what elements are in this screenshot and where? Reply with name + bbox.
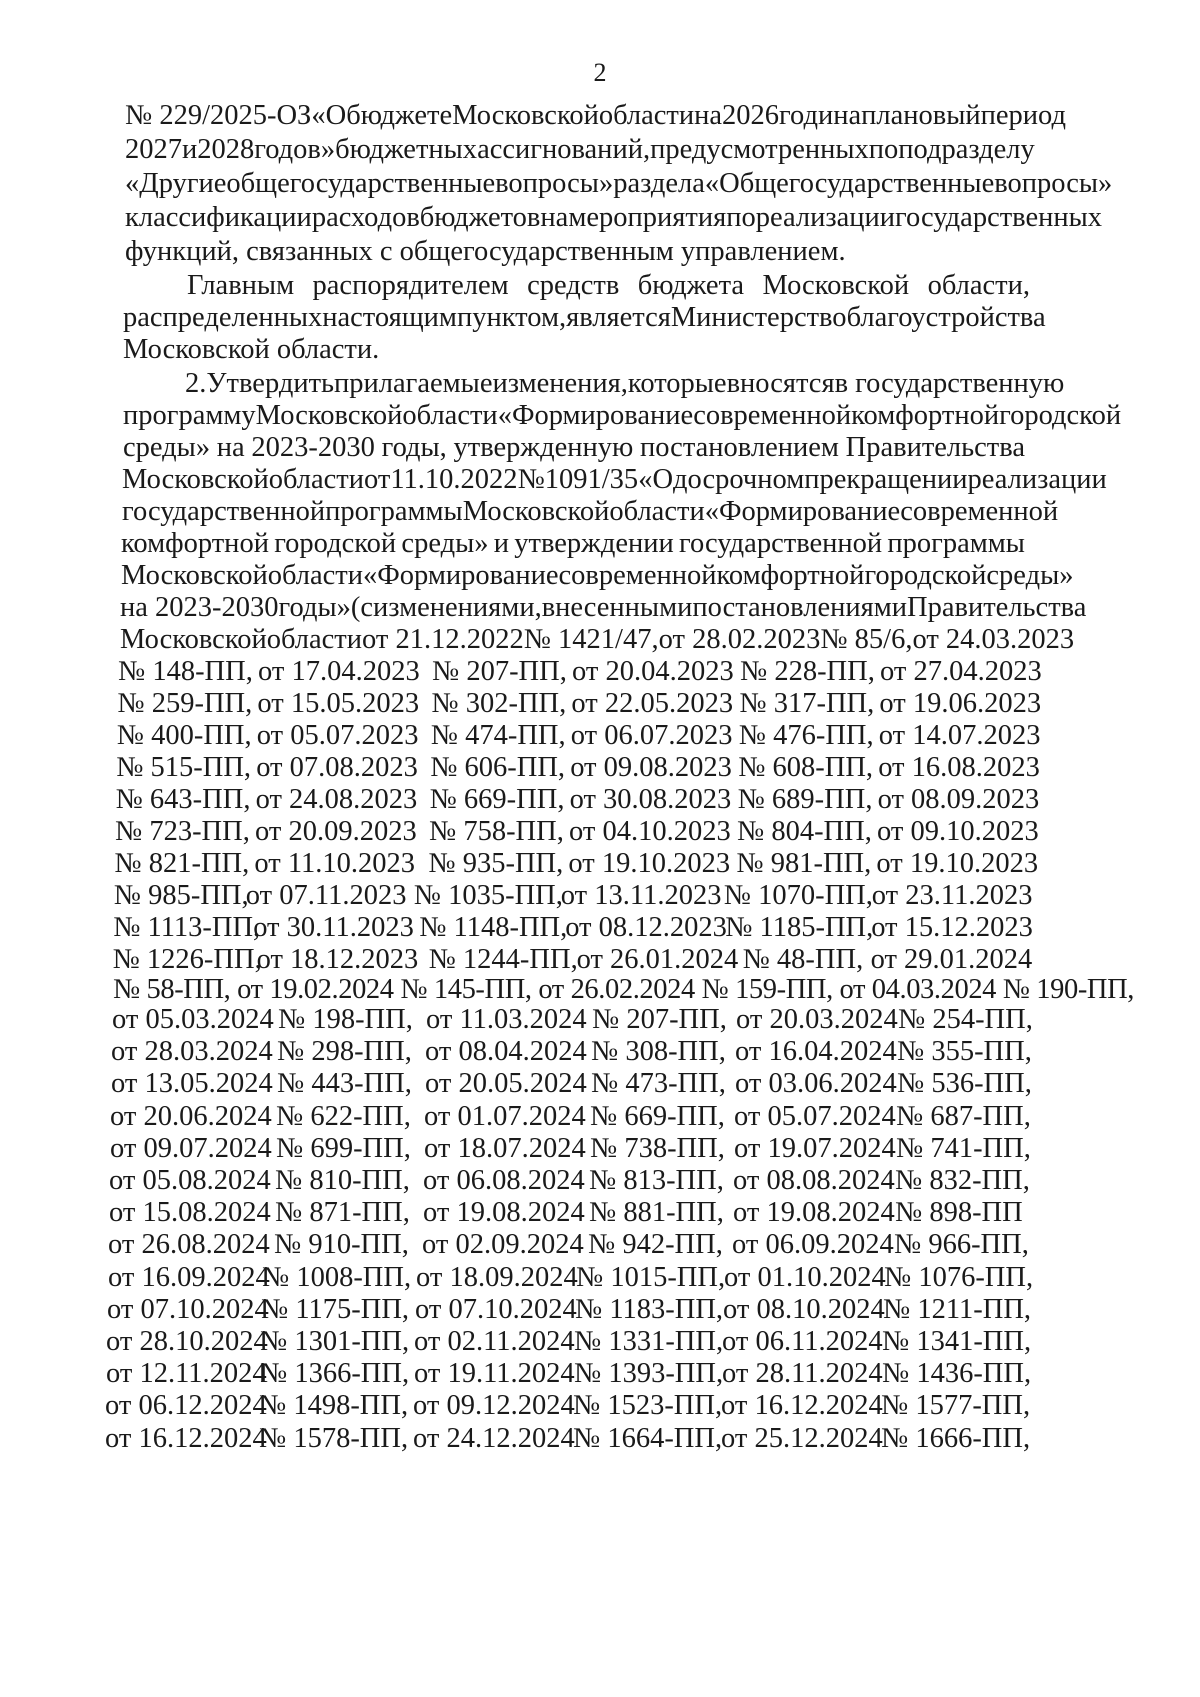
reference-cell: № 741-ПП, bbox=[896, 1132, 1031, 1164]
reference-cell: от 08.08.2024 bbox=[733, 1165, 895, 1196]
word: № 1421/47, bbox=[523, 624, 659, 655]
reference-cell: № 1366-ПП, bbox=[260, 1358, 410, 1390]
reference-cell: № 355-ПП, bbox=[897, 1036, 1032, 1068]
reference-cell: от 16.08.2023 bbox=[878, 752, 1040, 783]
reference-cell: от 19.08.2024 bbox=[423, 1197, 585, 1229]
reference-cell: № 473-ПП, bbox=[591, 1068, 726, 1100]
word: программу bbox=[123, 400, 256, 431]
word: современной bbox=[900, 496, 1059, 527]
reference-cell: № 207-ПП, bbox=[432, 656, 567, 687]
word: реализации bbox=[967, 464, 1107, 495]
reference-cell: от 08.09.2023 bbox=[877, 784, 1040, 815]
reference-cell: № 622-ПП, bbox=[276, 1100, 411, 1132]
word: Главным bbox=[187, 270, 295, 301]
word: общегосударственные bbox=[226, 168, 496, 199]
reference-cell: от 22.05.2023 bbox=[571, 688, 734, 719]
word: распределенных bbox=[123, 302, 323, 333]
reference-cell: № 669-ПП, bbox=[429, 784, 565, 815]
word: от bbox=[364, 464, 391, 495]
word: реализации bbox=[755, 202, 895, 233]
reference-cell: от 20.09.2023 bbox=[255, 816, 417, 847]
word: годы, bbox=[381, 432, 447, 463]
reference-cell: № 738-ПП, bbox=[590, 1132, 725, 1164]
reference-cell: № 536-ПП, bbox=[897, 1068, 1032, 1100]
text-line bbox=[122, 464, 1107, 496]
reference-cell: № 1175-ПП, bbox=[261, 1293, 410, 1325]
word: государственной bbox=[122, 496, 326, 527]
reference-cell: № 308-ПП, bbox=[591, 1036, 726, 1068]
word: Московской bbox=[462, 496, 610, 527]
word: государственных bbox=[895, 202, 1103, 233]
reference-cell: от 07.10.2024 bbox=[107, 1293, 269, 1325]
reference-cell: № 985-ПП, bbox=[113, 880, 249, 911]
reference-cell: от 16.12.2024 bbox=[721, 1390, 883, 1422]
reference-cell: от 11.03.2024 bbox=[426, 1004, 587, 1035]
word: раздела bbox=[613, 168, 705, 199]
reference-cell: от 28.03.2024 bbox=[111, 1036, 273, 1068]
reference-cell: № 259-ПП, bbox=[117, 688, 253, 719]
reference-cell: от 14.07.2023 bbox=[878, 720, 1041, 751]
word: «О bbox=[638, 464, 674, 495]
reference-cell: № 606-ПП, bbox=[430, 752, 566, 783]
reference-cell: № 723-ПП, bbox=[115, 816, 250, 847]
reference-cell: № 1185-ПП, bbox=[725, 912, 874, 943]
reference-cell: от 05.07.2023 bbox=[256, 720, 419, 751]
reference-cell: от 20.06.2024 bbox=[110, 1100, 272, 1132]
word: и bbox=[493, 528, 510, 559]
reference-cell: № 474-ПП, bbox=[430, 720, 566, 751]
word: области bbox=[402, 400, 498, 431]
reference-cell: № 1341-ПП, bbox=[882, 1326, 1032, 1357]
reference-cell: от 06.08.2024 bbox=[423, 1165, 585, 1196]
reference-cell: от 06.12.2024 bbox=[105, 1390, 267, 1422]
text-line bbox=[187, 270, 1030, 302]
word: благоустройства bbox=[846, 302, 1046, 333]
word: пунктом, bbox=[456, 302, 567, 333]
reference-cell: № 1035-ПП, bbox=[413, 880, 563, 911]
word: настоящим bbox=[322, 302, 457, 333]
reference-cell: № 400-ПП, bbox=[116, 720, 252, 751]
reference-cell: № 302-ПП, bbox=[431, 688, 567, 719]
text-line bbox=[185, 368, 1065, 400]
reference-cell: № 1666-ПП, bbox=[881, 1422, 1031, 1454]
reference-cell: № 699-ПП, bbox=[276, 1132, 411, 1164]
reference-cell: № 942-ПП, bbox=[588, 1229, 723, 1261]
reference-cell: от 24.08.2023 bbox=[255, 784, 418, 815]
word: прилагаемые bbox=[334, 368, 493, 399]
word: по bbox=[726, 202, 756, 233]
word: изменениями, bbox=[372, 592, 542, 623]
word: на bbox=[216, 432, 245, 463]
reference-cell: от 08.12.2023 bbox=[565, 912, 727, 943]
reference-cell: от 09.12.2024 bbox=[413, 1390, 575, 1422]
word: Московской bbox=[255, 400, 403, 431]
word: утверждении bbox=[514, 528, 674, 559]
reference-cell: № 1578-ПП, bbox=[259, 1422, 409, 1454]
word: и bbox=[817, 100, 834, 131]
word: (с bbox=[350, 592, 373, 623]
word: современной bbox=[693, 400, 852, 431]
word: программы bbox=[887, 528, 1025, 559]
word: прекращении bbox=[804, 464, 968, 495]
reference-cell: от 05.08.2024 bbox=[109, 1165, 271, 1196]
word: городской bbox=[274, 528, 397, 559]
reference-cell: № 804-ПП, bbox=[737, 816, 872, 847]
reference-cell: № 758-ПП, bbox=[429, 816, 564, 847]
reference-cell: от 13.05.2024 bbox=[111, 1068, 273, 1100]
reference-cell: № 1211-ПП, bbox=[883, 1293, 1032, 1325]
reference-cell: № 687-ПП, bbox=[896, 1100, 1031, 1132]
reference-cell: от 18.07.2024 bbox=[424, 1132, 586, 1164]
reference-cell: от 06.11.2024 bbox=[722, 1326, 883, 1357]
reference-cell: № 1664-ПП, bbox=[573, 1422, 723, 1454]
reference-cell: № 898-ПП bbox=[895, 1197, 1023, 1229]
word: современной bbox=[558, 560, 717, 591]
word: комфортной bbox=[716, 560, 865, 591]
text-line bbox=[125, 100, 1066, 132]
word: № 85/6, bbox=[820, 624, 913, 655]
reference-cell: от 09.08.2023 bbox=[570, 752, 732, 783]
reference-cell: от 23.11.2023 bbox=[871, 880, 1033, 911]
reference-cell: № 1523-ПП, bbox=[573, 1390, 723, 1422]
word: области, bbox=[927, 270, 1030, 301]
word: бюджете bbox=[346, 100, 453, 131]
reference-cell: от 28.11.2024 bbox=[722, 1358, 883, 1390]
word: подразделу bbox=[898, 134, 1035, 165]
reference-cell: № 1577-ПП, bbox=[881, 1390, 1031, 1422]
word: Московской bbox=[122, 464, 269, 495]
reference-cell: от 15.08.2024 bbox=[109, 1197, 271, 1229]
reference-cell: № 1070-ПП, bbox=[723, 880, 873, 911]
word: № bbox=[517, 464, 545, 495]
word: Правительства bbox=[907, 592, 1087, 623]
word: постановлением bbox=[639, 432, 839, 463]
word: 2026 bbox=[722, 100, 780, 131]
reference-cell: от 25.12.2024 bbox=[721, 1422, 883, 1454]
word: от 21.12.2022 bbox=[362, 624, 524, 655]
reference-cell: № 476-ПП, bbox=[738, 720, 874, 751]
word: на bbox=[694, 100, 723, 131]
reference-cell: от 11.10.2023 bbox=[254, 848, 416, 879]
reference-cell: от 16.09.2024 bbox=[108, 1261, 270, 1293]
word: Московской bbox=[121, 560, 268, 591]
text-line: Московской области. bbox=[123, 334, 380, 365]
reference-cell: № 643-ПП, bbox=[115, 784, 251, 815]
word: 2028 bbox=[197, 134, 255, 165]
text-line: функций, связанных с общегосударственным управлением. bbox=[125, 236, 846, 267]
word: 2023-2030 bbox=[251, 432, 375, 463]
word: вопросы» bbox=[495, 168, 614, 199]
reference-cell: от 07.08.2023 bbox=[256, 752, 418, 783]
reference-cell: от 18.09.2024 bbox=[416, 1261, 578, 1293]
reference-cell: № 317-ПП, bbox=[739, 688, 875, 719]
word: в государственную bbox=[834, 368, 1065, 399]
word: мероприятия bbox=[568, 202, 727, 233]
reference-cell: от 29.01.2024 bbox=[870, 944, 1033, 975]
word: «Формирование bbox=[363, 560, 559, 591]
text-line bbox=[123, 302, 1046, 334]
reference-cell: № 1331-ПП, bbox=[574, 1326, 724, 1357]
reference-cell: от 06.09.2024 bbox=[732, 1229, 894, 1261]
reference-cell: № 1226-ПП, bbox=[112, 944, 262, 975]
reference-cell: от 24.12.2024 bbox=[413, 1422, 575, 1454]
reference-cell: от 17.04.2023 bbox=[258, 656, 420, 687]
word: области bbox=[609, 496, 705, 527]
word: Московской bbox=[452, 100, 599, 131]
reference-cell: № 910-ПП, bbox=[274, 1229, 409, 1261]
reference-cell: от 27.04.2023 bbox=[880, 656, 1042, 687]
word: расходов bbox=[311, 202, 420, 233]
reference-cell: от 09.07.2024 bbox=[110, 1132, 272, 1164]
reference-cell: № 228-ПП, bbox=[740, 656, 875, 687]
word: «Формирование bbox=[497, 400, 694, 431]
reference-cell: № 871-ПП, bbox=[275, 1197, 410, 1229]
word: от 28.02.2023 bbox=[658, 624, 821, 655]
word: и bbox=[182, 134, 198, 165]
word: бюджетов bbox=[419, 202, 541, 233]
word: изменения, bbox=[492, 368, 628, 399]
reference-cell: № 1436-ПП, bbox=[882, 1358, 1032, 1390]
reference-cell: от 26.01.2024 bbox=[576, 944, 739, 975]
word: комфортной bbox=[851, 400, 1000, 431]
text-line bbox=[123, 432, 1025, 464]
reference-cell: от 01.10.2024 bbox=[724, 1261, 886, 1293]
reference-cell: от 04.10.2023 bbox=[569, 816, 731, 847]
word: области bbox=[266, 624, 363, 655]
reference-cell: № 1498-ПП, bbox=[259, 1390, 409, 1422]
word: период bbox=[980, 100, 1066, 131]
word: области bbox=[267, 560, 364, 591]
reference-cell: № 669-ПП, bbox=[590, 1100, 725, 1132]
word: досрочном bbox=[673, 464, 805, 495]
word: государственной bbox=[679, 528, 883, 559]
word: Московской bbox=[762, 270, 910, 301]
word: по bbox=[868, 134, 899, 165]
page-number: 2 bbox=[593, 58, 607, 87]
reference-cell: от 03.06.2024 bbox=[735, 1068, 897, 1100]
reference-cell: от 19.10.2023 bbox=[876, 848, 1039, 879]
word: классификации bbox=[125, 202, 312, 233]
word: 2. bbox=[185, 368, 207, 399]
text-line bbox=[120, 592, 1087, 624]
word: средств bbox=[527, 270, 620, 301]
reference-cell: № 1008-ПП, bbox=[262, 1261, 412, 1293]
word: среды» bbox=[123, 432, 211, 463]
reference-cell: от 19.08.2024 bbox=[733, 1197, 895, 1229]
text-line bbox=[125, 134, 1035, 166]
reference-cell: от 19.06.2023 bbox=[879, 688, 1042, 719]
text-line bbox=[122, 496, 1059, 528]
word: программы bbox=[325, 496, 463, 527]
word: годов» bbox=[254, 134, 336, 165]
word: городской bbox=[999, 400, 1122, 431]
word: «Общегосударственные bbox=[704, 168, 995, 199]
word: ассигнований, bbox=[477, 134, 651, 165]
reference-cell: № 148-ПП, bbox=[118, 656, 253, 687]
reference-cell: от 20.04.2023 bbox=[572, 656, 734, 687]
word: плановый bbox=[861, 100, 981, 131]
word: № 229/2025-ОЗ bbox=[125, 100, 312, 131]
reference-cell: № 935-ПП, bbox=[428, 848, 564, 879]
reference-cell: от 05.07.2024 bbox=[734, 1100, 896, 1132]
reference-cell: от 19.11.2024 bbox=[414, 1358, 575, 1390]
word: Московской bbox=[120, 624, 267, 655]
reference-cell: № 254-ПП, bbox=[898, 1004, 1033, 1035]
text-line bbox=[125, 168, 1113, 200]
reference-cell: от 01.07.2024 bbox=[424, 1100, 586, 1132]
reference-cell: № 1148-ПП, bbox=[419, 912, 568, 943]
reference-cell: № 689-ПП, bbox=[737, 784, 873, 815]
text-line: № 58-ПП, от 19.02.2024 № 145-ПП, от 26.02.2024 № 159-ПП, от 04.03.2024 № 190-ПП, bbox=[113, 974, 1134, 1005]
word: на bbox=[540, 202, 569, 233]
reference-cell: от 18.12.2023 bbox=[256, 944, 419, 975]
word: от 24.03.2023 bbox=[912, 624, 1075, 655]
reference-cell: № 1301-ПП, bbox=[260, 1326, 410, 1357]
text-line bbox=[121, 560, 1074, 592]
word: бюджета bbox=[637, 270, 745, 301]
reference-cell: № 1076-ПП, bbox=[884, 1261, 1034, 1293]
word: среды» bbox=[401, 528, 489, 559]
reference-cell: № 813-ПП, bbox=[589, 1165, 724, 1196]
word: «Другие bbox=[125, 168, 227, 199]
reference-cell: от 08.10.2024 bbox=[723, 1293, 885, 1325]
word: на 2023-2030 bbox=[120, 592, 279, 623]
reference-cell: № 207-ПП, bbox=[592, 1004, 727, 1035]
word: вносятся bbox=[726, 368, 835, 399]
reference-cell: от 07.11.2023 bbox=[245, 880, 407, 911]
reference-cell: от 16.12.2024 bbox=[105, 1422, 267, 1454]
word: вопросы» bbox=[994, 168, 1113, 199]
word: 2027 bbox=[125, 134, 182, 165]
text-line bbox=[125, 202, 1103, 234]
reference-cell: от 15.12.2023 bbox=[871, 912, 1033, 943]
reference-cell: от 08.04.2024 bbox=[425, 1036, 587, 1068]
word: среды» bbox=[986, 560, 1074, 591]
word: 1091/35 bbox=[544, 464, 639, 495]
reference-cell: от 09.10.2023 bbox=[877, 816, 1039, 847]
reference-cell: № 832-ПП, bbox=[895, 1165, 1030, 1196]
reference-cell: от 20.05.2024 bbox=[425, 1068, 587, 1100]
word: 11.10.2022 bbox=[390, 464, 518, 495]
reference-cell: № 198-ПП, bbox=[278, 1004, 413, 1035]
reference-cell: № 881-ПП, bbox=[589, 1197, 724, 1229]
reference-cell: от 06.07.2023 bbox=[570, 720, 733, 751]
word: Правительства bbox=[845, 432, 1025, 463]
reference-cell: № 821-ПП, bbox=[114, 848, 250, 879]
word: годы» bbox=[278, 592, 351, 623]
reference-cell: от 16.04.2024 bbox=[735, 1036, 897, 1068]
word: области bbox=[268, 464, 365, 495]
word: год bbox=[779, 100, 818, 131]
text-line bbox=[120, 624, 1075, 656]
reference-cell: № 443-ПП, bbox=[277, 1068, 412, 1100]
word: городской bbox=[864, 560, 987, 591]
reference-cell: № 298-ПП, bbox=[277, 1036, 412, 1068]
reference-cell: № 966-ПП, bbox=[894, 1229, 1029, 1261]
word: постановлениями bbox=[692, 592, 908, 623]
reference-cell: № 1244-ПП, bbox=[428, 944, 578, 975]
reference-cell: от 19.07.2024 bbox=[734, 1132, 896, 1164]
reference-cell: № 1015-ПП, bbox=[576, 1261, 726, 1293]
reference-cell: от 07.10.2024 bbox=[415, 1293, 577, 1325]
word: является bbox=[566, 302, 671, 333]
reference-cell: от 30.11.2023 bbox=[253, 912, 414, 943]
text-line bbox=[123, 400, 1122, 432]
reference-cell: № 1183-ПП, bbox=[575, 1293, 724, 1325]
word: на bbox=[833, 100, 862, 131]
word: распорядителем bbox=[312, 270, 509, 301]
reference-cell: от 15.05.2023 bbox=[257, 688, 420, 719]
word: Утвердить bbox=[206, 368, 335, 399]
word: Министерство bbox=[670, 302, 847, 333]
word: «Формирование bbox=[704, 496, 901, 527]
word: утвержденную bbox=[453, 432, 634, 463]
word: которые bbox=[627, 368, 727, 399]
word: комфортной bbox=[121, 528, 269, 559]
word: предусмотренных bbox=[650, 134, 869, 165]
reference-cell: от 02.11.2024 bbox=[414, 1326, 575, 1357]
reference-cell: № 608-ПП, bbox=[738, 752, 874, 783]
reference-cell: от 28.10.2024 bbox=[106, 1326, 268, 1357]
reference-cell: № 1113-ПП, bbox=[113, 912, 261, 943]
reference-cell: от 05.03.2024 bbox=[112, 1004, 274, 1035]
word: внесенными bbox=[541, 592, 693, 623]
reference-cell: № 981-ПП, bbox=[736, 848, 872, 879]
reference-cell: от 13.11.2023 bbox=[560, 880, 722, 911]
reference-cell: от 02.09.2024 bbox=[422, 1229, 584, 1261]
reference-cell: № 515-ПП, bbox=[116, 752, 252, 783]
reference-cell: № 1393-ПП, bbox=[574, 1358, 724, 1390]
reference-cell: от 26.08.2024 bbox=[108, 1229, 270, 1261]
text-line bbox=[121, 528, 1025, 560]
reference-cell: № 48-ПП, bbox=[742, 944, 864, 975]
reference-cell: от 12.11.2024 bbox=[106, 1358, 267, 1390]
reference-cell: от 30.08.2023 bbox=[569, 784, 732, 815]
word: бюджетных bbox=[335, 134, 478, 165]
word: области bbox=[598, 100, 695, 131]
reference-cell: № 810-ПП, bbox=[275, 1165, 410, 1196]
reference-cell: от 20.03.2024 bbox=[736, 1004, 898, 1035]
word: «О bbox=[311, 100, 347, 131]
reference-cell: от 19.10.2023 bbox=[568, 848, 731, 879]
